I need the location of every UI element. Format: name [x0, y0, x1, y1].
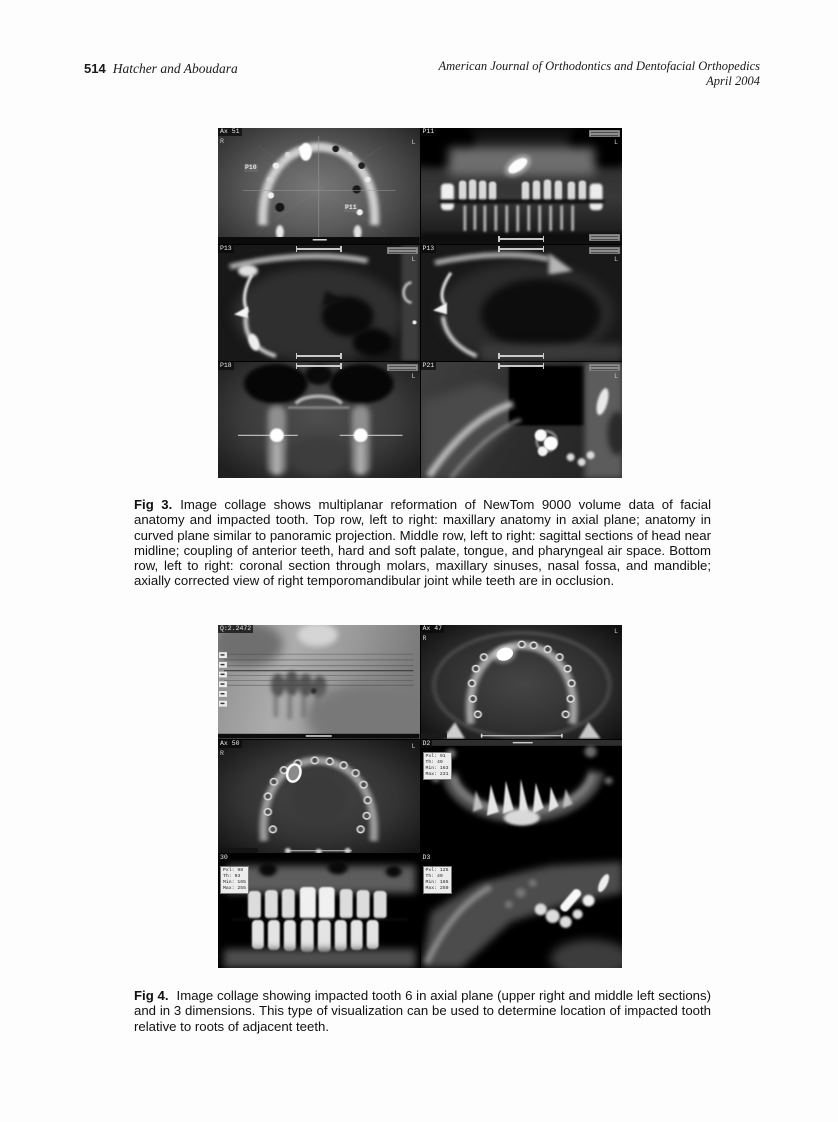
running-head-left [84, 61, 238, 77]
running-head-right [439, 59, 761, 89]
left-side-marker: L [614, 373, 618, 380]
left-side-marker: L [614, 628, 618, 635]
left-side-marker: L [411, 742, 416, 750]
slice-id-label: P13 [422, 245, 435, 252]
fig4-panel-axial-47 [421, 625, 623, 739]
ct-axial-art [218, 128, 420, 244]
slice-id-label: Ax 50 [220, 739, 240, 747]
render-id-label: D3 [422, 854, 431, 862]
fig4-caption-text: Image collage showing impacted tooth 6 in axial plane (upper right and middle left sections) and in 3 dimensions. This type of visualization can be used to determine location of impacted tooth relative to roots of adjacent teeth. [134, 988, 711, 1034]
scale-ruler [498, 355, 544, 357]
fig4-image-collage [218, 625, 622, 968]
slice-id-label: Ax 51 [220, 128, 240, 135]
slice-id-label: Ax 47 [422, 625, 443, 632]
fig3-label: Fig 3. [134, 497, 173, 512]
scale-ruler [296, 365, 342, 367]
fig3-panel-tmj [421, 362, 623, 478]
scale-info-box [387, 247, 418, 254]
scale-ruler [296, 248, 342, 250]
journal-title: American Journal of Orthodontics and Dentofacial Orthopedics [438, 59, 760, 73]
slice-id-label: P18 [220, 362, 232, 369]
page-number: 514 [84, 61, 106, 76]
fig3-caption-text: Image collage shows multiplanar reformation of NewTom 9000 volume data of facial anatomy and impacted tooth. Top row, left to right: maxillary anatomy in axial plane; anatomy in curved plane similar to panoramic projection. Middle row, left to right: sagittal sections of head near midline; coupling of anterior teeth, hard and soft palate, tongue, and pharyngeal air space. Bottom row, left to right: coronal section through molars, maxillary sinuses, nasal fossa, and mandible; axially corrected view of right temporomandibular joint while teeth are in occlusion. [134, 497, 712, 589]
fig4-label: Fig 4. [134, 988, 169, 1003]
fig4-panel-3d-frontal [218, 854, 420, 968]
right-side-marker: R [422, 635, 427, 642]
scout-art [218, 625, 420, 739]
scale-ruler [498, 248, 544, 250]
fig3-panel-sagittal-1 [218, 245, 420, 361]
left-side-marker: L [411, 256, 416, 263]
left-side-marker: L [411, 139, 416, 146]
fig4-panel-3d-oblique [421, 854, 623, 968]
right-side-marker: R [220, 749, 224, 757]
plane-annotation-p10: P10 [245, 164, 257, 171]
slice-id-label: P13 [220, 245, 232, 252]
right-side-marker: R [220, 138, 224, 145]
fig3-image-collage [218, 128, 622, 478]
ct-panoramic-art [421, 128, 623, 244]
scout-id-label: Q:2.2472 [220, 625, 252, 632]
fig4-caption [134, 988, 711, 1034]
render-info-box: Pxl: 98 Th: 93 Min: 165 Max: 255 [220, 866, 249, 894]
scale-ruler [296, 355, 342, 357]
scale-ruler [498, 365, 544, 367]
plane-annotation-p11: P11 [345, 204, 357, 211]
fig4-panel-axial-50 [218, 740, 420, 854]
fig3-caption [134, 497, 711, 589]
scale-info-box [589, 234, 620, 241]
scale-info-box [589, 130, 620, 137]
running-head-authors: Hatcher and Aboudara [112, 61, 238, 76]
fig3-panel-panoramic [421, 128, 623, 244]
render-info-box: Pxl: 91 Th: 49 Min: 163 Max: 231 [423, 752, 452, 780]
fig3-panel-sagittal-2 [421, 245, 623, 361]
ct-sagittal-art [421, 245, 623, 361]
slice-id-label: P21 [422, 362, 435, 369]
render-id-label: 30 [220, 854, 228, 862]
fig3-panel-axial-maxilla [218, 128, 420, 244]
render-id-label: D2 [422, 739, 431, 747]
ct-axial-art [218, 740, 420, 854]
slice-id-label: P11 [422, 128, 435, 135]
render-info-box: Pxl: 125 Th: 49 Min: 165 Max: 250 [423, 866, 452, 894]
scale-info-box [589, 247, 620, 254]
journal-issue-date: April 2004 [706, 74, 760, 88]
left-side-marker: L [411, 373, 416, 380]
scale-info-box [589, 364, 620, 371]
left-side-marker: L [614, 256, 618, 263]
ct-axial-art [421, 625, 623, 739]
scale-ruler [498, 238, 544, 240]
ct-tmj-art [421, 362, 623, 478]
fig3-panel-coronal [218, 362, 420, 478]
ct-sagittal-art [218, 245, 420, 361]
fig4-panel-3d-top [421, 740, 623, 854]
left-side-marker: L [614, 139, 618, 146]
scale-info-box [387, 364, 418, 371]
fig4-panel-scout [218, 625, 420, 739]
ct-coronal-art [218, 362, 420, 478]
